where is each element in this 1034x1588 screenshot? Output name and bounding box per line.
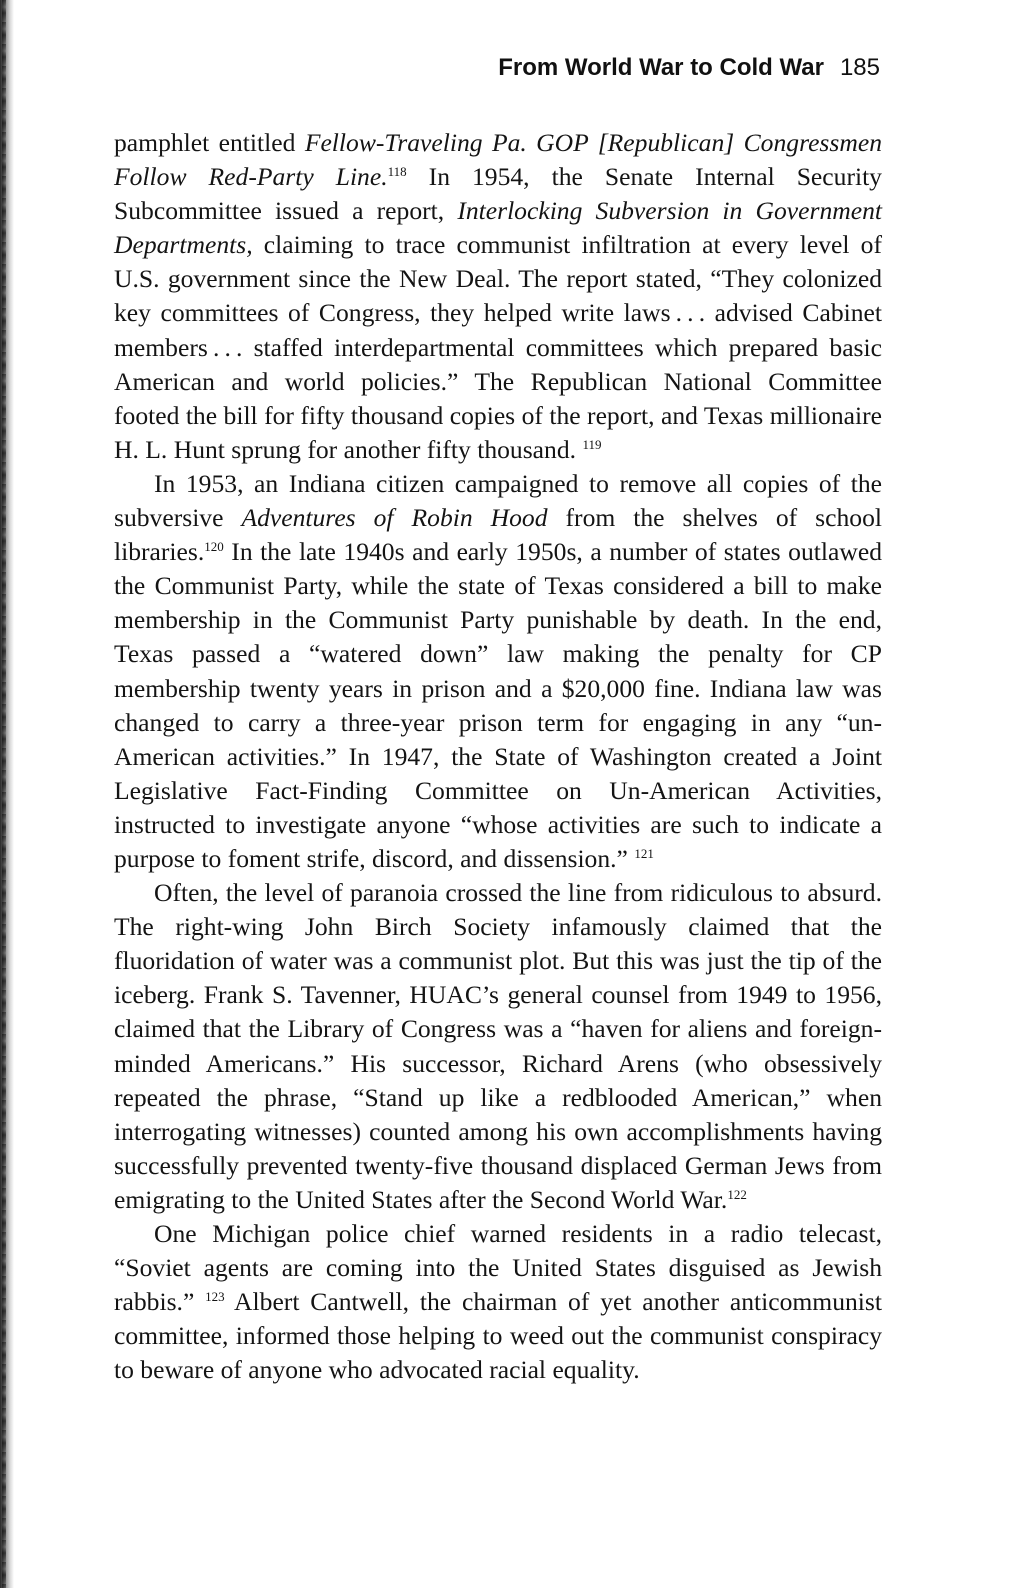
page-number: 185 bbox=[839, 54, 880, 81]
paragraph bbox=[114, 876, 882, 1217]
italic-title: Fellow-Traveling Pa. GOP [Republican] Congressmen Follow Red-Party Line. bbox=[114, 128, 882, 192]
text-run: Often, the level of paranoia crossed the line from ridiculous to absurd. The right-wing John Birch Society infamously claimed that the fluoridation of water was a communist plot. But this was just the tip of the iceberg. Frank S. Tavenner, HUAC’s general counsel from 1949 to 1956, claimed that the Library of Congress was a “haven for aliens and foreign-minded Americans.” His successor, Richard Arens (who obsessively repeated the phrase, “Stand up like a redblooded American,” when interrogating witnesses) counted among his own accomplishments having successfully prevented twenty-five thousand displaced German Jews from emigrating to the United States after the Second World War. bbox=[114, 878, 882, 1214]
body-text bbox=[114, 126, 882, 1387]
book-spine-edge bbox=[0, 0, 14, 1588]
text-run: Albert Cantwell, the chairman of yet another anticommunist committee, informed those helping to weed out the communist conspiracy to beware of anyone who advocated racial equality. bbox=[114, 1287, 882, 1385]
italic-title: Adventures of Robin Hood bbox=[241, 503, 548, 533]
italic-title: Interlocking Subversion in Government Departments, bbox=[114, 196, 882, 260]
paragraph bbox=[114, 467, 882, 876]
footnote-ref: 123 bbox=[205, 1289, 225, 1305]
text-run: from the shelves of school libraries. bbox=[114, 503, 882, 567]
footnote-ref: 119 bbox=[582, 436, 602, 452]
text-run: In 1954, the Senate Internal Security Subcommittee issued a report, bbox=[114, 162, 882, 226]
running-title: From World War to Cold War bbox=[498, 54, 824, 81]
text-run: pamphlet entitled bbox=[114, 128, 305, 157]
paragraph bbox=[114, 126, 882, 467]
text-run: In 1953, an Indiana citizen campaigned to remove all copies of the subversive bbox=[114, 468, 882, 533]
text-run: In the late 1940s and early 1950s, a number of states outlawed the Communist Party, while the state of Texas considered a bill to make membership in the Communist Party punishable by death. In the end, Texas passed a “watered down” law making the penalty for CP membership twenty years in prison and a $20,000 fine. Indiana law was changed to carry a three-year prison term for engaging in any “un-American activities.” In 1947, the State of Washington created a Joint Legislative Fact-Finding Committee on Un-American Activities, instructed to investigate anyone “whose activities are such to indicate a purpose to foment strife, discord, and dissension.” bbox=[114, 537, 882, 873]
footnote-ref: 122 bbox=[727, 1186, 747, 1202]
running-header bbox=[460, 54, 880, 82]
footnote-ref: 121 bbox=[634, 845, 654, 861]
text-run: One Michigan police chief warned residents in a radio telecast, “Soviet agents are coming into the United States disguised as Jewish rabbis.” bbox=[114, 1219, 882, 1317]
footnote-ref: 118 bbox=[387, 164, 407, 180]
paragraph bbox=[114, 1217, 882, 1387]
text-run: claiming to trace communist infiltration at every level of U.S. government since the New Deal. The report stated, “They colonized key committees of Congress, they helped write laws . . . advised Cabinet members . . . staffed interdepartmental committees which prepared basic American and world policies.” The Republican National Committee footed the bill for fifty thousand copies of the report, and Texas millionaire H. L. Hunt sprung for another fifty thousand. bbox=[114, 230, 882, 464]
footnote-ref: 120 bbox=[204, 539, 224, 555]
